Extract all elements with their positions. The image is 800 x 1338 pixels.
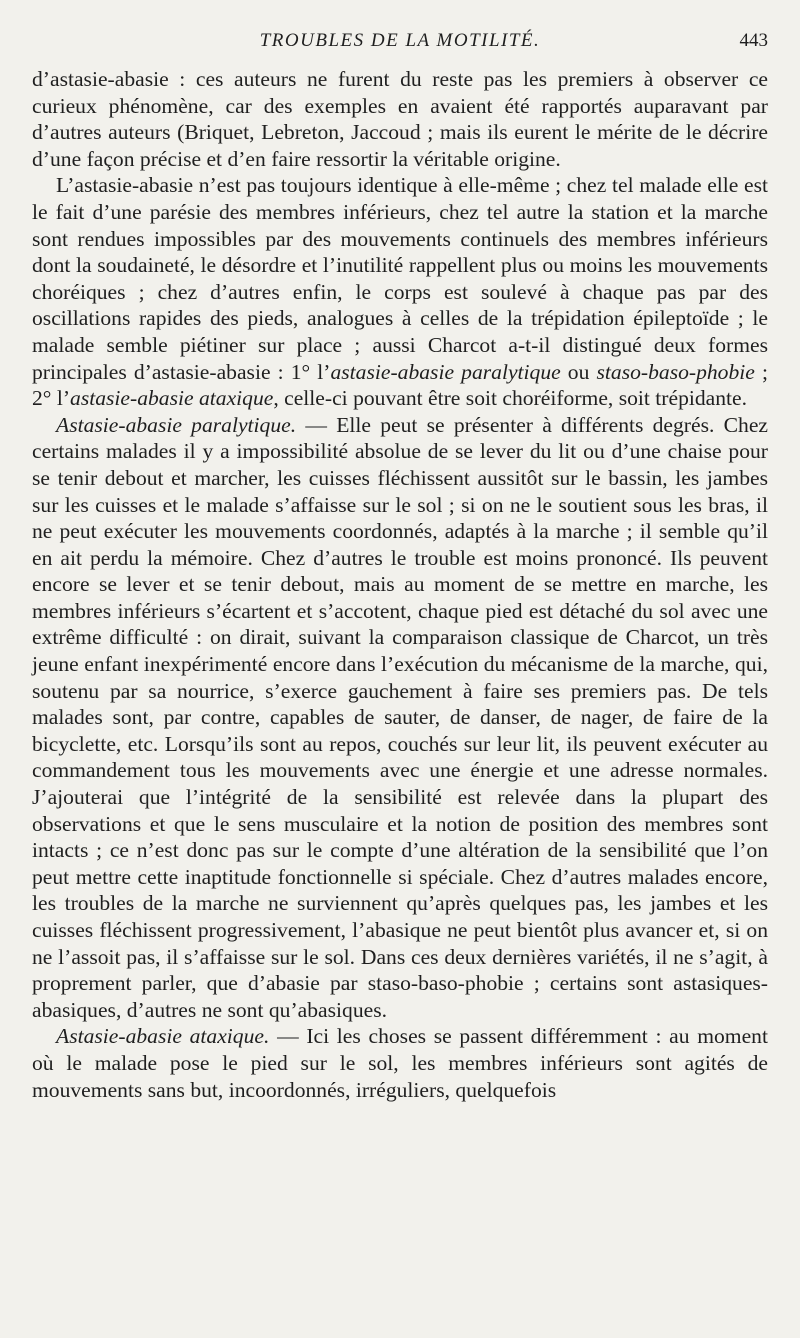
- paragraph-2-text-c: ; 2° l’: [32, 359, 768, 411]
- running-title: TROUBLES DE LA MOTILITÉ.: [259, 30, 541, 51]
- paragraph-2-text-d: , celle-ci pouvant être soit choréiforme, soit trépidante.: [273, 386, 748, 411]
- running-header: [32, 30, 768, 54]
- page-body: [32, 66, 768, 1103]
- term-astasie-abasie-ataxique: astasie-abasie ataxique: [70, 386, 274, 411]
- paragraph-2-text-a: L’astasie-abasie n’est pas toujours identique à elle-même ; chez tel malade elle est le fait d’une parésie des membres inférieurs, chez tel autre la station et la marche sont rendues impossibles par des mouvements continuels des membres inférieurs dont la soudaineté, le désordre et l’inutilité rappellent plus ou moins les mouvements choréiques ; chez d’autres enfin, le corps est soulevé à chaque pas par des oscillations rapides des pieds, analogues à celles de la trépidation épileptoïde ; le malade semble piétiner sur place ; aussi Charcot a-t-il distingué deux formes principales d’astasie-abasie : 1° l’: [32, 173, 768, 384]
- section-heading-ataxique: Astasie-abasie ataxique.: [56, 1024, 270, 1049]
- paragraph-2-text-b: ou: [560, 359, 597, 384]
- term-astasie-abasie-paralytique: astasie-abasie paralytique: [330, 359, 561, 384]
- page-number: 443: [739, 30, 768, 51]
- paragraph-4: [32, 1023, 768, 1103]
- paragraph-1: [32, 66, 768, 172]
- paragraph-3-text: — Elle peut se présenter à différents degrés. Chez certains malades il y a impossibilité absolue de se lever du lit ou d’une chaise pour se tenir debout et marcher, les cuisses fléchissent aussitôt sur le bassin, les jambes sur les cuisses et le malade s’affaisse sur le sol ; si on ne le soutient sous les bras, il ne peut exécuter les mouvements coordonnés, adaptés à la marche ; il semble qu’il en ait perdu la mémoire. Chez d’autres le trouble est moins prononcé. Ils peuvent encore se lever et se tenir debout, mais au moment de se mettre en marche, les membres inférieurs s’écartent et s’accotent, chaque pied est détaché du sol avec une extrême difficulté : on dirait, suivant la comparaison classique de Charcot, un très jeune enfant inexpérimenté encore dans l’exécution du mécanisme de la marche, qui, soutenu par sa nourrice, s’exerce gauchement à faire ses premiers pas. De tels malades sont, par contre, capables de sauter, de danser, de nager, de faire de la bicyclette, etc. Lorsqu’ils sont au repos, couchés sur leur lit, ils peuvent exécuter au commandement tous les mouvements avec une énergie et une adresse normales. J’ajouterai que l’intégrité de la sensibilité est relevée dans la plupart des observations et que le sens musculaire et la notion de position des membres sont intacts ; ce n’est donc pas sur le compte d’une altération de la sensibilité que l’on peut mettre cette inaptitude fonctionnelle si spéciale. Chez d’autres malades encore, les troubles de la marche ne surviennent qu’après quelques pas, les jambes et les cuisses fléchissent progressivement, l’abasique ne peut bientôt plus avancer et, si on ne l’assoit pas, il s’affaisse sur le sol. Dans ces deux dernières variétés, il ne s’agit, à proprement parler, que d’abasie par staso-baso-phobie ; certains sont astasiques-abasiques, d’autres ne sont qu’abasiques.: [32, 412, 768, 1022]
- paragraph-1-text: d’astasie-abasie : ces auteurs ne furent du reste pas les premiers à observer ce curieux phénomène, car des exemples en avaient été rapportés auparavant par d’autres auteurs (Briquet, Lebreton, Jaccoud ; mais ils eurent le mérite de le décrire d’une façon précise et d’en faire ressortir la véritable origine.: [32, 67, 768, 171]
- paragraph-4-text: — Ici les choses se passent différemment : au moment où le malade pose le pied sur le sol, les membres inférieurs sont agités de mouvements sans but, incoordonnés, irréguliers, quelquefois: [32, 1024, 768, 1102]
- section-heading-paralytique: Astasie-abasie paralytique.: [56, 412, 297, 437]
- term-staso-baso-phobie: staso-baso-phobie: [596, 359, 755, 384]
- paragraph-2: [32, 172, 768, 411]
- paragraph-3: [32, 412, 768, 1024]
